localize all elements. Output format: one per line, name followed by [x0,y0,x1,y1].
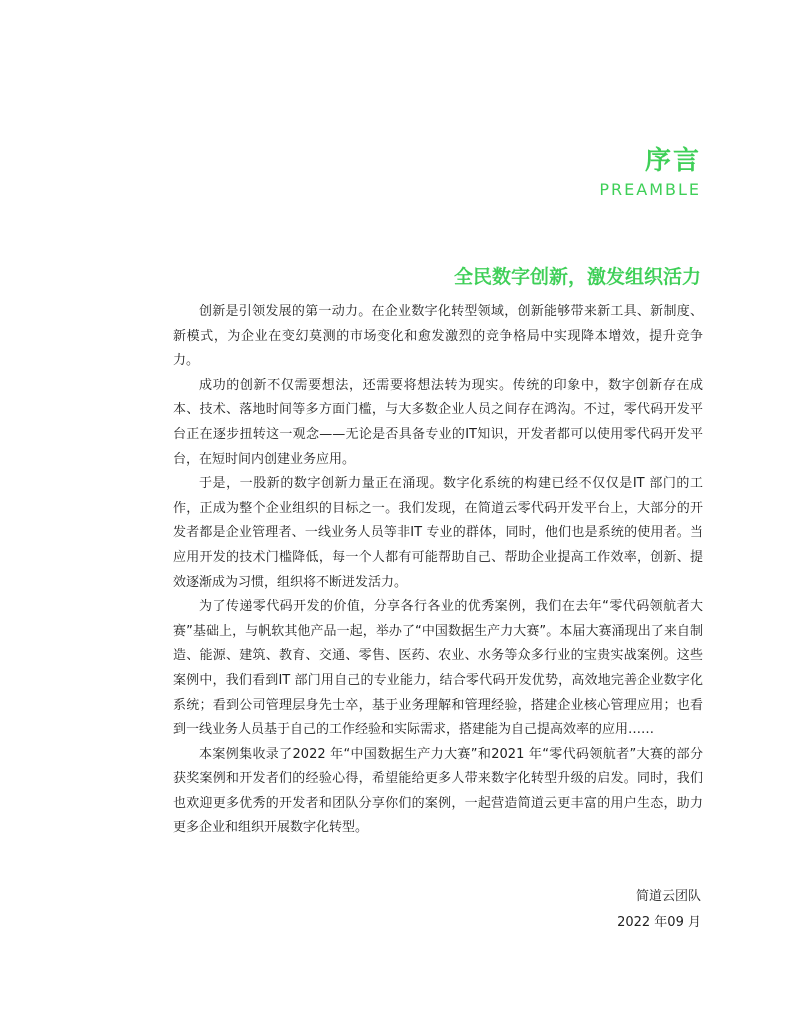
paragraph-1: 创新是引领发展的第一动力。在企业数字化转型领域，创新能够带来新工具、新制度、新模式，为企业在变幻莫测的市场变化和愈发激烈的竞争格局中实现降本增效，提升竞争力。 [173,304,703,369]
preamble-body [173,300,703,841]
paragraph-5: 本案例集收录了2022 年“中国数据生产力大赛”和2021 年“零代码领航者”大赛的部分获奖案例和开发者们的经验心得，希望能给更多人带来数字化转型升级的启发。同时，我们也欢迎更多优秀的开发者和团队分享你们的案例，一起营造简道云更丰富的用户生态，助力更多企业和组织开展数字化转型。 [173,746,703,836]
signature-team: 简道云团队 [635,889,701,904]
section-subtitle: 全民数字创新，激发组织活力 [453,266,701,288]
page-title: 序言 [644,146,701,176]
signature-block [617,884,701,936]
paragraph-2: 成功的创新不仅需要想法，还需要将想法转为现实。传统的印象中，数字创新存在成本、技术、落地时间等多方面门槛，与大多数企业人员之间存在鸿沟。不过，零代码开发平台正在逐步扭转这一观念——无论是否具备专业的IT知识，开发者都可以使用零代码开发平台，在短时间内创建业务应用。 [173,377,703,467]
paragraph-3: 于是，一股新的数字创新力量正在涌现。数字化系统的构建已经不仅仅是IT 部门的工作，正成为整个企业组织的目标之一。我们发现，在简道云零代码开发平台上，大部分的开发者都是企业管理者、一线业务人员等非IT 专业的群体，同时，他们也是系统的使用者。当应用开发的技术门槛降低，每一个人都有可能帮助自己、帮助企业提高工作效率，创新、提效逐渐成为习惯，组织将不断迸发活力。 [173,476,703,590]
signature-date: 2022 年09 月 [617,915,701,930]
paragraph-4: 为了传递零代码开发的价值，分享各行各业的优秀案例，我们在去年“零代码领航者大赛”基础上，与帆软其他产品一起，举办了“中国数据生产力大赛”。本届大赛涌现出了来自制造、能源、建筑、教育、交通、零售、医药、农业、水务等众多行业的宝贵实战案例。这些案例中，我们看到IT 部门用自己的专业能力，结合零代码开发优势，高效地完善企业数字化系统；看到公司管理层身先士卒，基于业务理解和管理经验，搭建企业核心管理应用；也看到一线业务人员基于自己的工作经验和实际需求，搭建能为自己提高效率的应用…… [173,599,703,738]
page-title-english: PREAMBLE [599,180,701,199]
